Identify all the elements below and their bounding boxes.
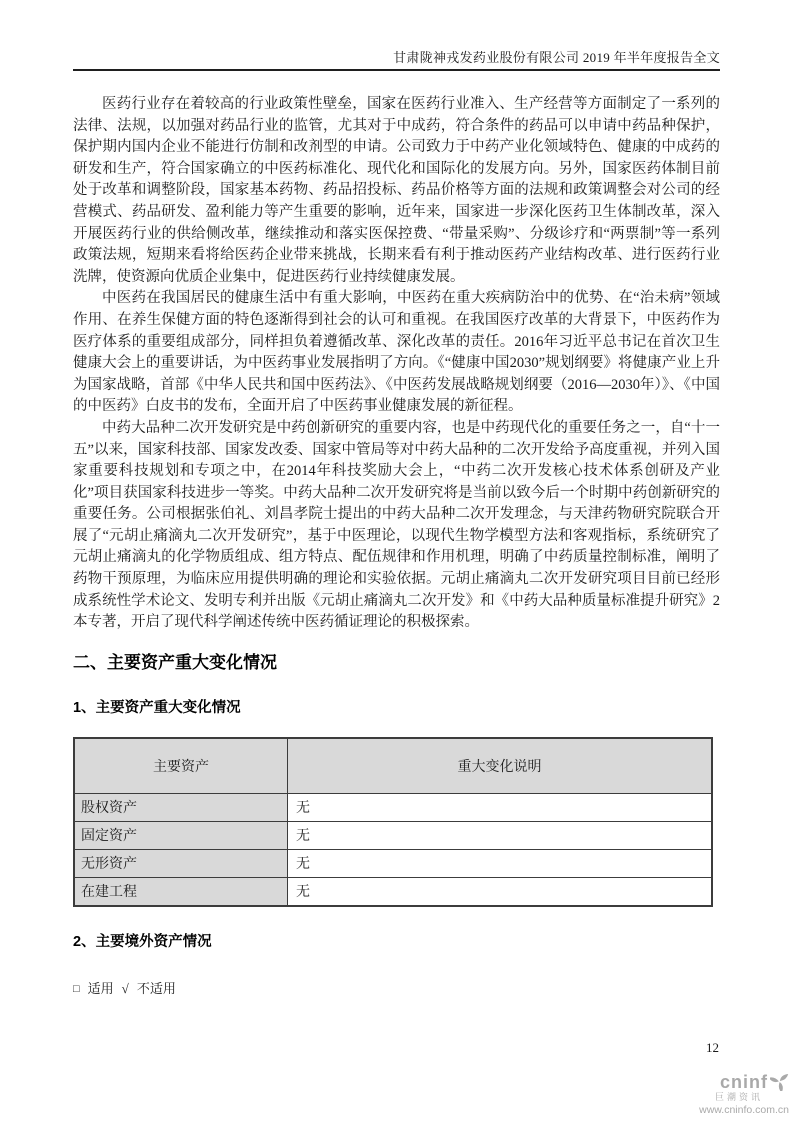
check-icon: √: [121, 980, 129, 996]
table-row: [74, 849, 712, 877]
asset-cell: 在建工程: [74, 877, 288, 906]
table-header-row: [74, 738, 712, 794]
body-paragraph-industry-policy: 医药行业存在着较高的行业政策性壁垒，国家在医药行业准入、生产经营等方面制定了一系列的法律、法规，以加强对药品行业的监管，尤其对于中成药，符合条件的药品可以申请中药品种保护，保护期内国内企业不能进行仿制和改剂型的申请。公司致力于中药产业化领域特色、健康的中成药的研发和生产，符合国家确立的中医药标准化、现代化和国际化的发展方向。另外，国家医药体制目前处于改革和调整阶段，国家基本药物、药品招投标、药品价格等方面的法规和政策调整会对公司的经营模式、药品研发、盈利能力等产生重要的影响，近年来，国家进一步深化医药卫生体制改革，深入开展医药行业的供给侧改革，继续推动和落实医保控费、“带量采购”、分级诊疗和“两票制”等一系列政策法规，短期来看将给医药企业带来挑战，长期来看有利于推动医药产业结构改革、进行医药行业洗牌，使资源向优质企业集中，促进医药行业持续健康发展。: [73, 96, 720, 285]
cninfo-brand-text: cninf: [720, 1071, 768, 1092]
subsection-heading-overseas-assets: 2、主要境外资产情况: [73, 933, 212, 950]
subsection-heading-major-asset-changes: 1、主要资产重大变化情况: [73, 699, 241, 716]
note-cell: 无: [288, 793, 713, 821]
asset-cell: 股权资产: [74, 793, 288, 821]
body-paragraph-secondary-development: 中药大品种二次开发研究是中药创新研究的重要内容，也是中药现代化的重要任务之一，自“十一五”以来，国家科技部、国家发改委、国家中管局等对中药大品种的二次开发给予高度重视，并列入国家重要科技规划和专项之中，在2014年科技奖励大会上，“中药二次开发核心技术体系创研及产业化”项目获国家科技进步一等奖。中药大品种二次开发研究将是当前以致今后一个时期中药创新研究的重要任务。公司根据张伯礼、刘昌孝院士提出的中药大品种二次开发理念，与天津药物研究院联合开展了“元胡止痛滴丸二次开发研究”，基于中医理论，以现代生物学模型方法和客观指标，系统研究了元胡止痛滴丸的化学物质组成、组方特点、配伍规律和作用机理，明确了中药质量控制标准，阐明了药物干预原理，为临床应用提供明确的理论和实验依据。元胡止痛滴丸二次开发研究项目目前已经形成系统性学术论文、发明专利并出版《元胡止痛滴丸二次开发》和《中药大品种质量标准提升研究》2本专著，开启了现代科学阐述传统中医药循证理论的积极探索。: [73, 419, 720, 631]
section-heading-major-asset-changes: 二、主要资产重大变化情况: [73, 652, 277, 672]
table-row: [74, 877, 712, 906]
note-cell: 无: [288, 821, 713, 849]
note-cell: 无: [288, 877, 713, 906]
page-number: 12: [706, 1040, 719, 1055]
checkbox-unchecked-icon: □: [73, 982, 80, 995]
asset-cell: 固定资产: [74, 821, 288, 849]
doc-header-title: 甘肃陇神戎发药业股份有限公司 2019 年半年度报告全文: [393, 50, 720, 65]
cninfo-brand-row: [677, 1072, 789, 1091]
table-row: [74, 821, 712, 849]
doc-header: [73, 0, 720, 71]
not-applicable-label: 不适用: [136, 980, 176, 996]
table-header-asset: 主要资产: [74, 738, 288, 794]
body-paragraph-tcm-influence: 中医药在我国居民的健康生活中有重大影响，中医药在重大疾病防治中的优势、在“治未病”领域作用、在养生保健方面的特色逐渐得到社会的认可和重视。在我国医疗改革的大背景下，中医药作为医疗体系的重要组成部分，同样担负着遵循改革、深化改革的责任。2016年习近平总书记在首次卫生健康大会上的重要讲话，为中医药事业发展指明了方向。《“健康中国2030”规划纲要》将健康产业上升为国家战略，首部《中华人民共和国中医药法》、《中医药发展战略规划纲要（2016—2030年）》、《中国的中医药》白皮书的发布，全面开启了中医药事业健康发展的新征程。: [73, 290, 720, 415]
cninfo-chinese-name: 巨潮资讯: [714, 1092, 763, 1102]
table-row: [74, 793, 712, 821]
note-cell: 无: [288, 849, 713, 877]
asset-cell: 无形资产: [74, 849, 288, 877]
applicability-line: [73, 978, 720, 997]
cninfo-swirl-icon: [770, 1072, 789, 1091]
doc-body: [73, 72, 720, 997]
cninfo-logo: [677, 1072, 789, 1116]
asset-change-table: [73, 737, 713, 907]
cninfo-url: www.cninfo.com.cn: [699, 1104, 789, 1116]
applicable-label: 适用: [87, 980, 114, 996]
table-header-note: 重大变化说明: [288, 738, 713, 794]
